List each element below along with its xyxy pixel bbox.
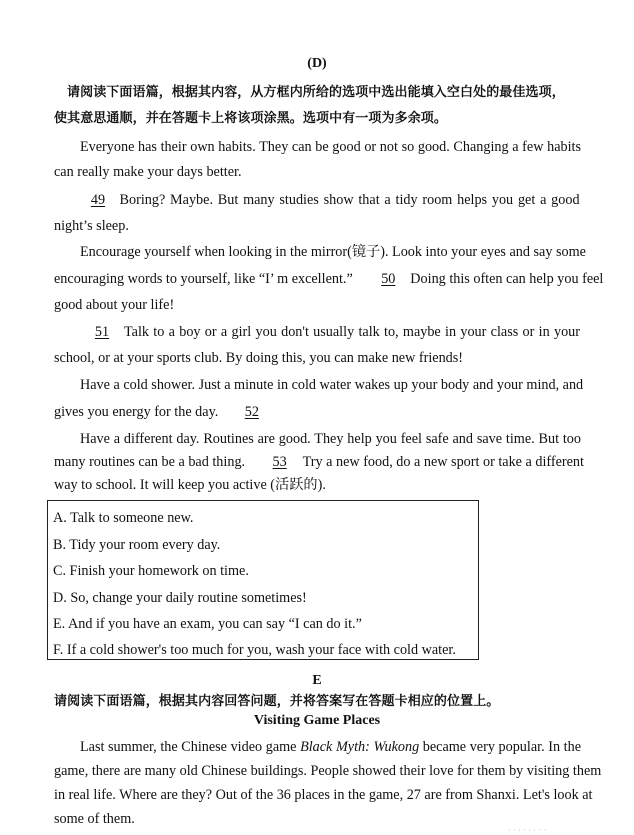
options-box [47, 500, 479, 660]
option-f: F. If a cold shower's too much for you, wash your face with cold water. [53, 642, 456, 658]
paragraph-3-line2 [54, 270, 603, 288]
blank-51: 51 [94, 324, 110, 340]
section-e-title: E [312, 673, 322, 688]
option-e: E. And if you have an exam, you can say “I can do it.” [53, 616, 362, 632]
paragraph-5-line2-pre: gives you energy for the day. [54, 404, 219, 420]
option-d: D. So, change your daily routine sometimes! [53, 590, 307, 606]
paragraph-3-line2-post: Doing this often can help you feel [410, 271, 604, 287]
paragraph-2-line1-text: Boring? Maybe. But many studies show that a tidy room helps you get a good [119, 192, 580, 208]
blank-49: 49 [90, 192, 106, 208]
article-paragraph-line2: game, there are many old Chinese buildings. People showed their love for them by visiting them [54, 763, 602, 779]
paragraph-3-line1: Encourage yourself when looking in the mirror(镜子). Look into your eyes and say some [80, 244, 586, 260]
option-c: C. Finish your homework on time. [53, 563, 249, 579]
paragraph-6-line1: Have a different day. Routines are good. They help you feel safe and save time. But too [80, 431, 581, 447]
paragraph-6-line2-pre: many routines can be a bad thing. [54, 454, 246, 470]
article-title: Visiting Game Places [253, 713, 381, 728]
paragraph-2-line2: night’s sleep. [54, 218, 129, 234]
watermark: · · · · · · · · [508, 826, 547, 835]
article-line1-pre: Last summer, the Chinese video game [80, 739, 301, 755]
article-line1-post: became very popular. In the [419, 739, 581, 755]
paragraph-5-line1: Have a cold shower. Just a minute in cold water wakes up your body and your mind, and [80, 377, 584, 393]
section-d-instruction-line1: 请阅读下面语篇，根据其内容，从方框内所给的选项中选出能填入空白处的最佳选项， [67, 85, 565, 100]
paragraph-3-line2-pre: encouraging words to yourself, like “I’ m excellent.” [54, 271, 353, 287]
paragraph-6-line2-post: Try a new food, do a new sport or take a different [302, 454, 584, 470]
paragraph-6-line3: way to school. It will keep you active (活跃的). [54, 477, 326, 493]
section-d-instruction-line2: 使其意思通顺，并在答题卡上将该项涂黑。选项中有一项为多余项。 [54, 111, 448, 126]
blank-53: 53 [272, 454, 287, 470]
paragraph-1-line2: can really make your days better. [54, 164, 242, 180]
option-b: B. Tidy your room every day. [53, 537, 221, 553]
paragraph-4-line1 [80, 323, 581, 341]
paragraph-3-line3: good about your life! [54, 297, 175, 313]
paragraph-1-line1: Everyone has their own habits. They can be good or not so good. Changing a few habits [80, 139, 581, 155]
paragraph-2-line1 [80, 191, 581, 209]
paragraph-4-line1-text: Talk to a boy or a girl you don't usually talk to, maybe in your class or in your [124, 324, 580, 340]
article-paragraph-line4: some of them. [54, 811, 135, 827]
blank-52: 52 [244, 404, 259, 420]
article-paragraph-line1 [80, 738, 581, 756]
option-a: A. Talk to someone new. [53, 510, 194, 526]
paragraph-5-line2 [54, 403, 272, 421]
article-paragraph-line3: in real life. Where are they? Out of the 36 places in the game, 27 are from Shanxi. Let's look at [54, 787, 593, 803]
paragraph-4-line2: school, or at your sports club. By doing this, you can make new friends! [54, 350, 463, 366]
paragraph-6-line2 [54, 453, 584, 471]
section-d-title: (D) [307, 56, 327, 71]
blank-50: 50 [381, 271, 396, 287]
game-title: Black Myth: Wukong [300, 739, 420, 755]
section-e-instruction: 请阅读下面语篇，根据其内容回答问题，并将答案写在答题卡相应的位置上。 [54, 694, 500, 709]
